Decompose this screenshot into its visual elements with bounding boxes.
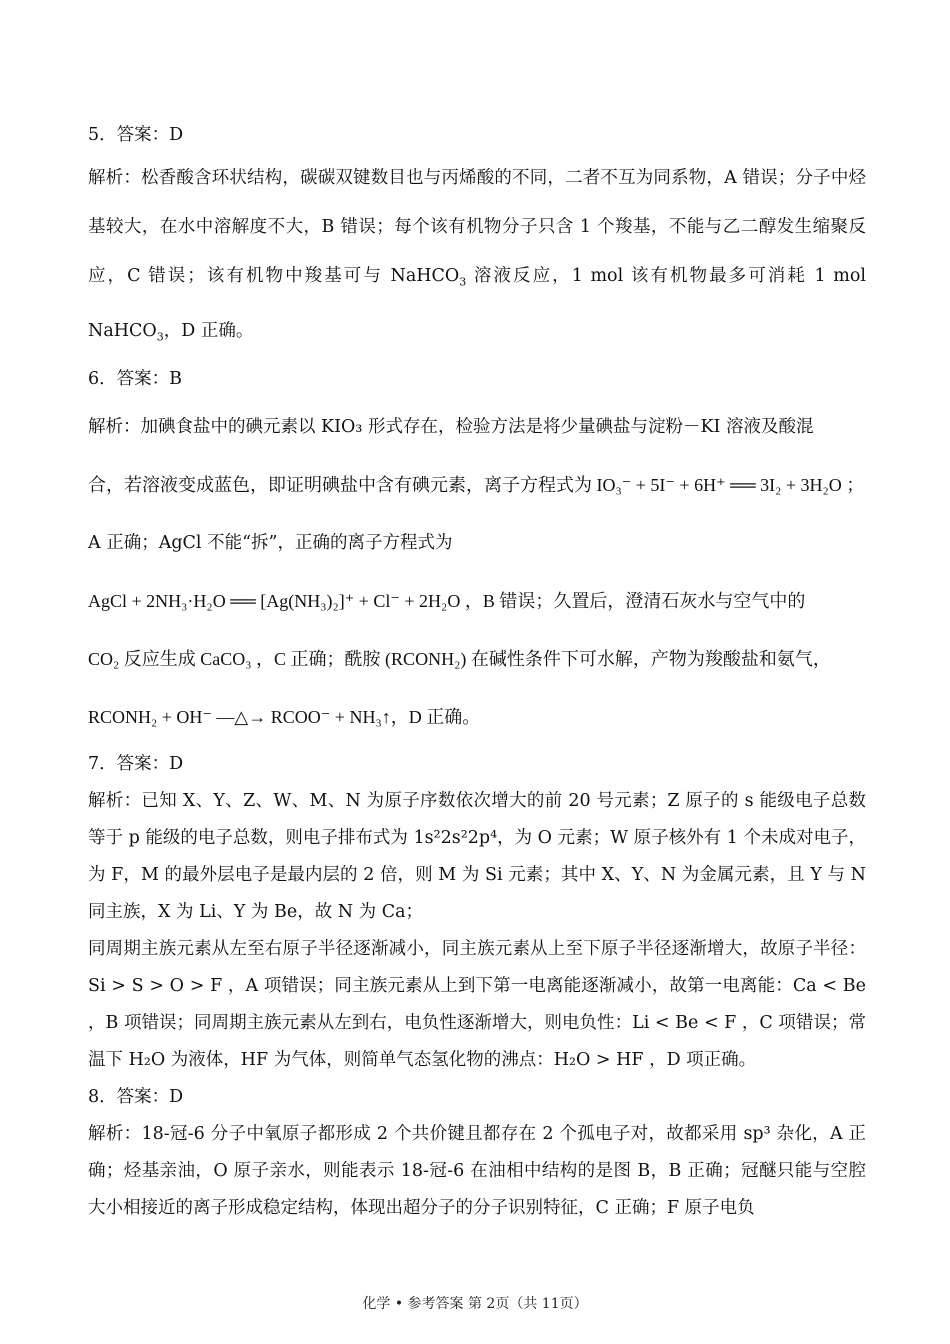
q7-paragraph-1: 解析：已知 X、Y、Z、W、M、N 为原子序数依次增大的前 20 号元素；Z 原子的 s 能级电子总数等于 p 能级的电子总数，则电子排布式为 1s²2s²2p⁴，为 O 元素；W 原子核外有 1 个未成对电子，为 F，M 的最外层电子是最内层的 2 倍，则 M 为 Si 元素；其中 X、Y、N 为金属元素，且 Y 与 N 同主族，X 为 Li、Y 为 Be，故 N 为 Ca； [88,791,866,922]
q6-line-6: RCONH₂ + OH⁻ —△→ RCOO⁻ + NH₃↑，D 正确。 [88,707,481,727]
q5-answer: 5．答案：D [88,125,184,145]
page-footer: 化学 • 参考答案 第 2页（共 11页） [362,1296,588,1312]
q6-line-3: A 正确；AgCl 不能“拆”，正确的离子方程式为 [88,533,453,553]
q5-explanation: 解析：松香酸含环状结构，碳碳双键数目也与丙烯酸的不同，二者不互为同系物，A 错误；分子中烃基较大，在水中溶解度不大，B 错误；每个该有机物分子只含 1 个羧基，不能与乙二醇发生缩聚反应，C 错误；该有机物中羧基可与 NaHCO$_3$ 溶液反应，1 mol 该有机物最多可消耗 1 mol NaHCO$_3$，D 正确。 [88,168,866,343]
q7-paragraph-2: 同周期主族元素从左至右原子半径逐渐减小，同主族元素从上至下原子半径逐渐增大，故原子半径：Si > S > O > F ，A 项错误；同主族元素从上到下第一电离能逐渐减小，故第一电离能：Ca < Be ，B 项错误；同周期主族元素从左到右，电负性逐渐增大，则电负性：Li < Be < F ，C 项错误；常温下 H₂O 为液体，HF 为气体，则简单气态氢化物的沸点：H₂O > HF ，D 项正确。 [88,939,866,1070]
q7-answer: 7．答案：D [88,754,184,774]
q6-line-4: AgCl + 2NH₃·H₂O ══ [Ag(NH₃)₂]⁺ + Cl⁻ + 2H₂O ，B 错误；久置后，澄清石灰水与空气中的 [88,591,806,611]
q6-line-1: 解析：加碘食盐中的碘元素以 KIO₃ 形式存在，检验方法是将少量碘盐与淀粉－KI 溶液及酸混 [88,417,814,437]
answer-content [88,117,866,1227]
q6-line-5: CO₂ 反应生成 CaCO₃ ，C 正确；酰胺 (RCONH₂) 在碱性条件下可水解，产物为羧酸盐和氨气， [88,649,831,669]
q6-line-2: 合，若溶液变成蓝色，即证明碘盐中含有碘元素，离子方程式为 IO₃⁻ + 5I⁻ + 6H⁺ ══ 3I₂ + 3H₂O ； [88,475,865,495]
q8-answer: 8．答案：D [88,1087,184,1107]
q8-paragraph-1: 解析：18-冠-6 分子中氧原子都形成 2 个共价键且都存在 2 个孤电子对，故都采用 sp³ 杂化，A 正确；烃基亲油，O 原子亲水，则能表示 18-冠-6 在油相中结构的是图 B，B 正确；冠醚只能与空腔大小相接近的离子形成稳定结构，体现出超分子的分子识别特征，C 正确；F 原子电负 [88,1124,866,1218]
q6-answer: 6．答案：B [88,369,182,389]
